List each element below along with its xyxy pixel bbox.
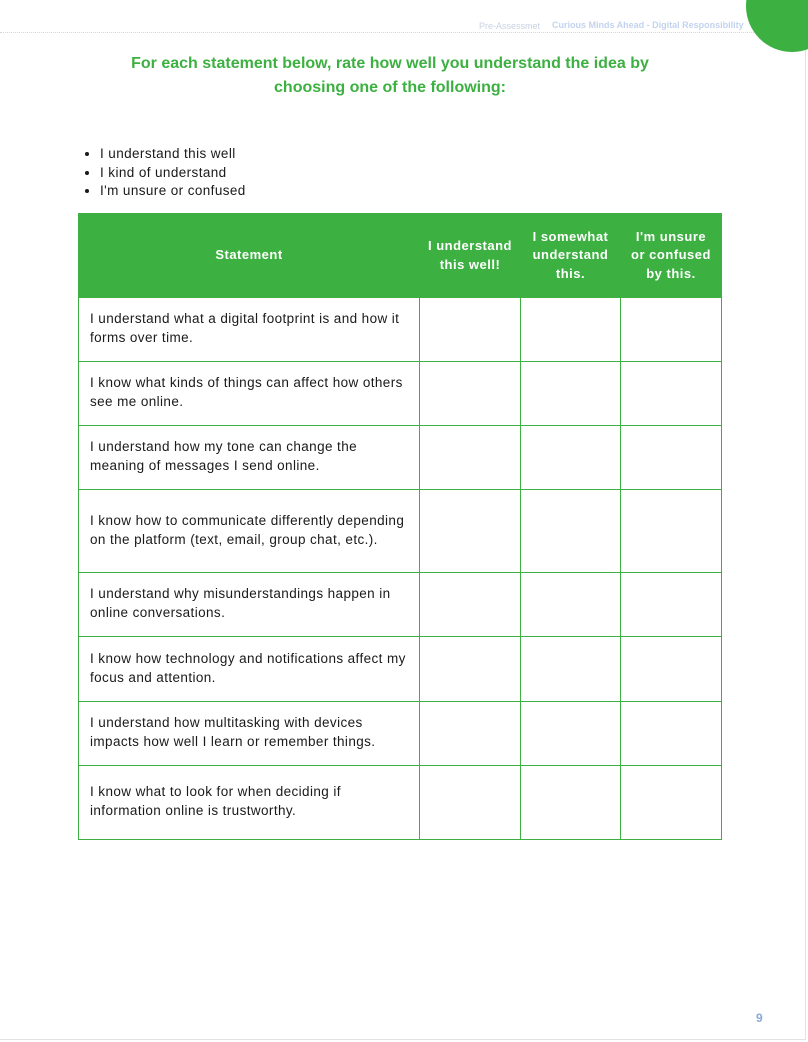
table-row bbox=[79, 702, 722, 766]
statement-cell: I know what to look for when deciding if information online is trustworthy. bbox=[79, 766, 420, 840]
rating-cell-understand-well[interactable] bbox=[420, 573, 521, 637]
column-header-somewhat-understand: I somewhat understand this. bbox=[521, 214, 621, 298]
table-row bbox=[79, 298, 722, 362]
header-document-title: Curious Minds Ahead - Digital Responsibility bbox=[552, 20, 744, 30]
table-row bbox=[79, 637, 722, 702]
rating-cell-somewhat-understand[interactable] bbox=[521, 490, 621, 573]
rating-option: • I kind of understand bbox=[100, 164, 246, 183]
rating-cell-understand-well[interactable] bbox=[420, 426, 521, 490]
rating-cell-somewhat-understand[interactable] bbox=[521, 637, 621, 702]
statement-cell: I know what kinds of things can affect how others see me online. bbox=[79, 362, 420, 426]
instruction-heading: For each statement below, rate how well you understand the idea by choosing one of the following: bbox=[131, 55, 649, 96]
rating-cell-unsure[interactable] bbox=[621, 637, 722, 702]
rating-cell-unsure[interactable] bbox=[621, 362, 722, 426]
header-section-label: Pre-Assessmet bbox=[479, 21, 541, 31]
rating-cell-somewhat-understand[interactable] bbox=[521, 362, 621, 426]
statement-cell: I know how to communicate differently depending on the platform (text, email, group chat, etc.). bbox=[79, 490, 420, 573]
page-edge-right bbox=[805, 0, 806, 1040]
rating-cell-unsure[interactable] bbox=[621, 702, 722, 766]
rating-cell-somewhat-understand[interactable] bbox=[521, 573, 621, 637]
rating-cell-understand-well[interactable] bbox=[420, 490, 521, 573]
rating-cell-somewhat-understand[interactable] bbox=[521, 702, 621, 766]
rating-cell-somewhat-understand[interactable] bbox=[521, 426, 621, 490]
rating-cell-unsure[interactable] bbox=[621, 573, 722, 637]
rating-cell-understand-well[interactable] bbox=[420, 637, 521, 702]
statement-cell: I know how technology and notifications affect my focus and attention. bbox=[79, 637, 420, 702]
rating-options-list bbox=[82, 145, 246, 201]
page-number: 9 bbox=[756, 1011, 763, 1025]
table-header-row bbox=[79, 214, 722, 298]
statement-cell: I understand how my tone can change the meaning of messages I send online. bbox=[79, 426, 420, 490]
rating-cell-understand-well[interactable] bbox=[420, 702, 521, 766]
rating-cell-understand-well[interactable] bbox=[420, 362, 521, 426]
header-divider bbox=[0, 32, 760, 33]
column-header-unsure: I'm unsure or confused by this. bbox=[621, 214, 722, 298]
rating-cell-unsure[interactable] bbox=[621, 490, 722, 573]
table-row bbox=[79, 573, 722, 637]
table-row bbox=[79, 490, 722, 573]
statement-cell: I understand why misunderstandings happen in online conversations. bbox=[79, 573, 420, 637]
rating-option: • I'm unsure or confused bbox=[100, 182, 246, 201]
table-row bbox=[79, 426, 722, 490]
rating-cell-unsure[interactable] bbox=[621, 426, 722, 490]
statement-cell: I understand what a digital footprint is and how it forms over time. bbox=[79, 298, 420, 362]
rating-cell-understand-well[interactable] bbox=[420, 298, 521, 362]
rating-cell-somewhat-understand[interactable] bbox=[521, 298, 621, 362]
rating-cell-somewhat-understand[interactable] bbox=[521, 766, 621, 840]
rating-cell-understand-well[interactable] bbox=[420, 766, 521, 840]
table-row bbox=[79, 766, 722, 840]
table-row bbox=[79, 362, 722, 426]
column-header-understand-well: I understand this well! bbox=[420, 214, 521, 298]
self-assessment-table bbox=[78, 213, 722, 840]
rating-option: • I understand this well bbox=[100, 145, 246, 164]
page-edge-bottom bbox=[0, 1039, 806, 1040]
statement-cell: I understand how multitasking with devices impacts how well I learn or remember things. bbox=[79, 702, 420, 766]
corner-decoration bbox=[746, 0, 808, 52]
column-header-statement: Statement bbox=[79, 214, 420, 298]
rating-cell-unsure[interactable] bbox=[621, 766, 722, 840]
rating-cell-unsure[interactable] bbox=[621, 298, 722, 362]
